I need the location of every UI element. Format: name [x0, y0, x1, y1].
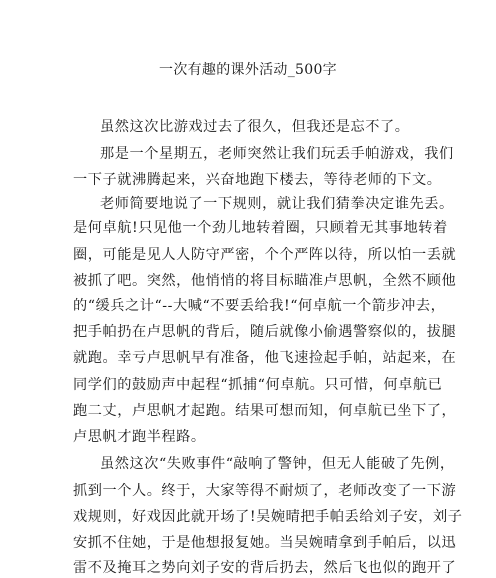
paragraph-line: 那是一个星期五，老师突然让我们玩丢手帕游戏，我们 [100, 146, 454, 162]
paragraph-line: 是何卓航!只见他一个劲儿地转着圈，只顾着无其事地转着 [73, 220, 448, 236]
paragraph-line: 被抓了吧。突然，他悄悄的将目标瞄准卢思帆，全然不顾他 [73, 273, 457, 289]
paragraph-line: 卢思帆才跑半程路。 [73, 429, 206, 445]
paragraph-line: 跑二丈，卢思帆才起跑。结果可想而知，何卓航已坐下了， [73, 403, 457, 419]
paragraph-line: 安抓不住她，于是他想报复她。当吴婉晴拿到手帕后，以迅 [73, 535, 457, 551]
paragraph-line: 圈，可能是见人人防守严密，个个严阵以待，所以怕一丢就 [73, 247, 457, 263]
article-title: 一次有趣的课外活动_500字 [159, 62, 337, 78]
paragraph-line: 抓到一个人。终于，大家等得不耐烦了，老师改变了一下游 [73, 483, 457, 499]
paragraph-line: 就跑。幸亏卢思帆早有准备，他飞速捡起手帕，站起来，在 [73, 350, 457, 366]
paragraph-line: 雷不及掩耳之势向刘子安的背后扔去，然后飞也似的跑开了 [73, 560, 457, 576]
paragraph-line: 的“缓兵之计“--大喊“不要丢给我!“何卓航一个箭步冲去， [73, 298, 446, 314]
paragraph-line: 老师简要地说了一下规则，就让我们猜拳决定谁先丢。 [100, 196, 454, 212]
paragraph-line: 虽然这次比游戏过去了很久，但我还是忘不了。 [100, 119, 410, 135]
paragraph-line: 一下子就沸腾起来，兴奋地跑下楼去，等待老师的下文。 [73, 172, 442, 188]
paragraph-line: 虽然这次“失败事件“敲响了警钟，但无人能破了先例， [100, 456, 455, 472]
paragraph-line: 同学们的鼓励声中起程“抓捕“何卓航。只可惜，何卓航已 [73, 377, 443, 393]
paragraph-line: 戏规则，好戏因此就开场了!吴婉晴把手帕丢给刘子安，刘子 [73, 509, 463, 525]
paragraph-line: 把手帕扔在卢思帆的背后，随后就像小偷遇警察似的，拔腿 [73, 324, 457, 340]
